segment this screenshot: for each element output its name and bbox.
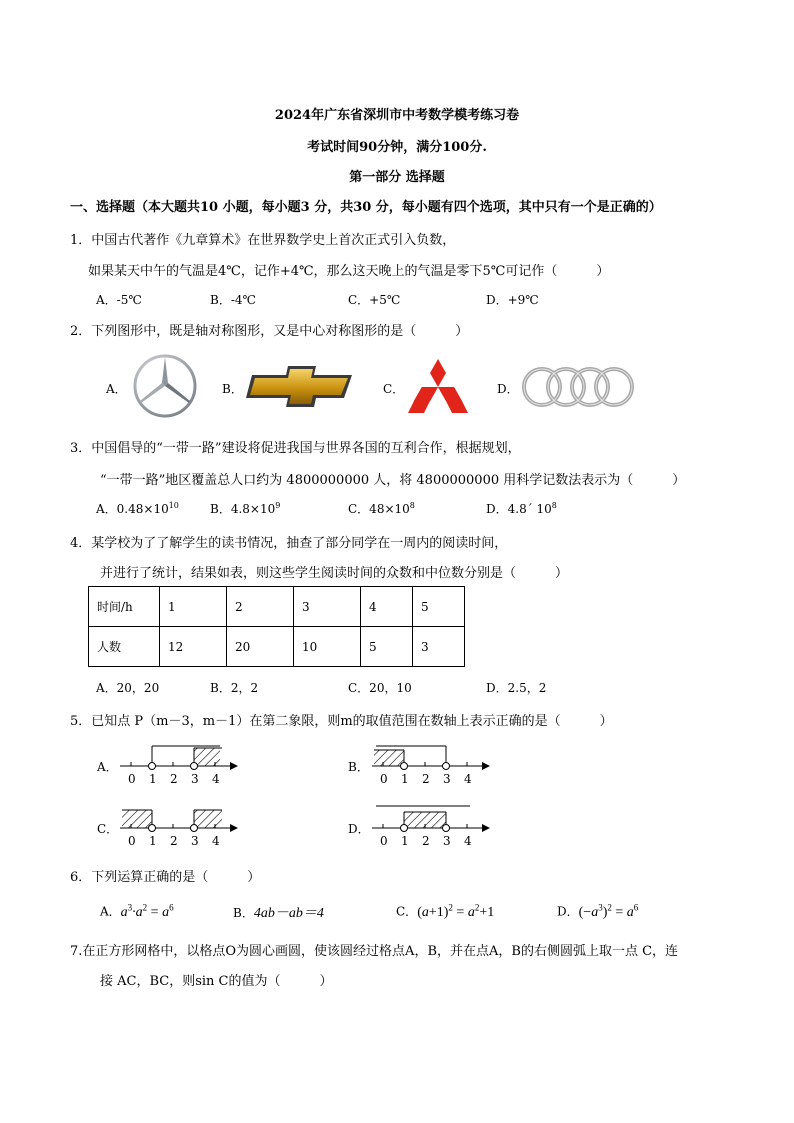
q5-option-a: A． bbox=[97, 760, 118, 774]
tick-label: 2 bbox=[422, 834, 430, 848]
tick-label: 4 bbox=[212, 834, 220, 848]
table-cell: 1 bbox=[160, 587, 227, 627]
q7-line1: 7.在正方形网格中，以格点O为圆心画圆，使该圆经过格点A，B，并在点A，B的右侧圆弧上取一点 C，连 bbox=[70, 944, 679, 959]
q2-option-b: B． bbox=[222, 382, 243, 396]
q2-stem: 2．下列图形中，既是轴对称图形，又是中心对称图形的是（ ） bbox=[70, 324, 469, 339]
tick-label: 3 bbox=[191, 834, 199, 848]
q6-option-d: D．$(-a^3)^2 = a^6$ bbox=[557, 902, 639, 920]
q1-option-b: B．-4℃ bbox=[210, 293, 256, 307]
table-cell: 2 bbox=[227, 587, 294, 627]
tick-label: 3 bbox=[443, 772, 451, 786]
tick-label: 2 bbox=[170, 834, 178, 848]
section-heading: 一、选择题（本大题共10 小题，每小题3 分，共30 分，每小题有四个选项，其中只有一个是正确的） bbox=[70, 200, 662, 215]
q4-option-b: B．2，2 bbox=[210, 681, 259, 695]
tick-label: 3 bbox=[443, 834, 451, 848]
q6-option-c: C．$(a+1)^2 = a^2+1$ bbox=[396, 902, 495, 920]
q4-line1: 4．某学校为了了解学生的读书情况，抽查了部分同学在一周内的阅读时间， bbox=[70, 536, 508, 551]
tick-label: 4 bbox=[212, 772, 220, 786]
q4-option-c: C．20，10 bbox=[348, 681, 412, 695]
table-row bbox=[89, 587, 465, 627]
chevrolet-bowtie-icon bbox=[246, 364, 358, 410]
q3-option-d: D．4.8´ $10^8$ bbox=[486, 501, 557, 516]
reading-time-table bbox=[88, 586, 465, 667]
q1-option-a: A．-5℃ bbox=[96, 293, 142, 307]
q5-option-d: D． bbox=[348, 822, 370, 836]
table-cell: 12 bbox=[160, 627, 227, 667]
table-cell: 5 bbox=[413, 587, 465, 627]
q5-stem: 5．已知点 P（m－3，m－1）在第二象限，则m的取值范围在数轴上表示正确的是（ ） bbox=[70, 714, 613, 729]
q2-option-a: A． bbox=[106, 382, 127, 396]
mercedes-star-icon bbox=[133, 354, 197, 418]
tick-label: 1 bbox=[401, 834, 409, 848]
exam-time-note: 考试时间90分钟，满分100分. bbox=[307, 140, 487, 155]
table-cell: 人数 bbox=[89, 627, 160, 667]
tick-label: 3 bbox=[191, 772, 199, 786]
number-line-a bbox=[120, 740, 240, 790]
page-title: 2024年广东省深圳市中考数学模考练习卷 bbox=[274, 108, 520, 123]
q2-option-c: C． bbox=[383, 382, 405, 396]
part-heading: 第一部分 选择题 bbox=[349, 170, 445, 185]
q3-option-c: C．$48\times 10^8$ bbox=[348, 501, 415, 516]
q1-option-d: D．+9℃ bbox=[486, 293, 539, 307]
number-line-d bbox=[372, 802, 492, 852]
q4-option-d: D．2.5，2 bbox=[486, 681, 547, 695]
q6-stem: 6．下列运算正确的是（ ） bbox=[70, 870, 261, 885]
q3-option-b: B．$4.8\times 10^9$ bbox=[210, 501, 281, 516]
table-cell: 3 bbox=[413, 627, 465, 667]
table-row bbox=[89, 627, 465, 667]
tick-label: 0 bbox=[380, 834, 388, 848]
tick-label: 2 bbox=[170, 772, 178, 786]
q6-option-a: A．$a^3\cdot a^2 = a^6$ bbox=[100, 902, 174, 920]
table-cell: 3 bbox=[294, 587, 361, 627]
tick-label: 2 bbox=[422, 772, 430, 786]
tick-label: 0 bbox=[128, 834, 136, 848]
number-line-c bbox=[120, 802, 240, 852]
mitsubishi-diamonds-icon bbox=[408, 358, 468, 414]
table-cell: 时间/h bbox=[89, 587, 160, 627]
tick-label: 0 bbox=[128, 772, 136, 786]
q3-line1: 3．中国倡导的“一带一路”建设将促进我国与世界各国的互利合作，根据规划， bbox=[70, 441, 521, 456]
q5-option-c: C． bbox=[97, 822, 119, 836]
tick-label: 4 bbox=[464, 834, 472, 848]
tick-label: 1 bbox=[149, 772, 157, 786]
q1-option-c: C．+5℃ bbox=[348, 293, 401, 307]
q6-option-b: B．4ab－ab＝4 bbox=[233, 906, 324, 921]
tick-label: 1 bbox=[401, 772, 409, 786]
table-cell: 10 bbox=[294, 627, 361, 667]
q1-line2: 如果某天中午的气温是4℃，记作+4℃，那么这天晚上的气温是零下5℃可记作（ ） bbox=[88, 264, 610, 279]
q4-option-a: A．20，20 bbox=[96, 681, 160, 695]
q3-option-a: A．$0.48\times 10^{10}$ bbox=[96, 501, 179, 516]
q4-line2: 并进行了统计，结果如表，则这些学生阅读时间的众数和中位数分别是（ ） bbox=[100, 566, 569, 581]
q3-line2: “一带一路”地区覆盖总人口约为 4800000000 人，将 4800000000 用科学记数法表示为（ ） bbox=[100, 473, 686, 488]
table-cell: 5 bbox=[361, 627, 413, 667]
q5-option-b: B． bbox=[348, 760, 369, 774]
tick-label: 0 bbox=[380, 772, 388, 786]
q2-option-d: D． bbox=[497, 382, 519, 396]
audi-rings-icon bbox=[520, 365, 638, 409]
q7-line2: 接 AC，BC，则sin C的值为（ ） bbox=[100, 974, 333, 989]
table-cell: 20 bbox=[227, 627, 294, 667]
tick-label: 1 bbox=[149, 834, 157, 848]
number-line-b bbox=[372, 740, 492, 790]
tick-label: 4 bbox=[464, 772, 472, 786]
q1-line1: 1．中国古代著作《九章算术》在世界数学史上首次正式引入负数， bbox=[70, 233, 456, 248]
table-cell: 4 bbox=[361, 587, 413, 627]
